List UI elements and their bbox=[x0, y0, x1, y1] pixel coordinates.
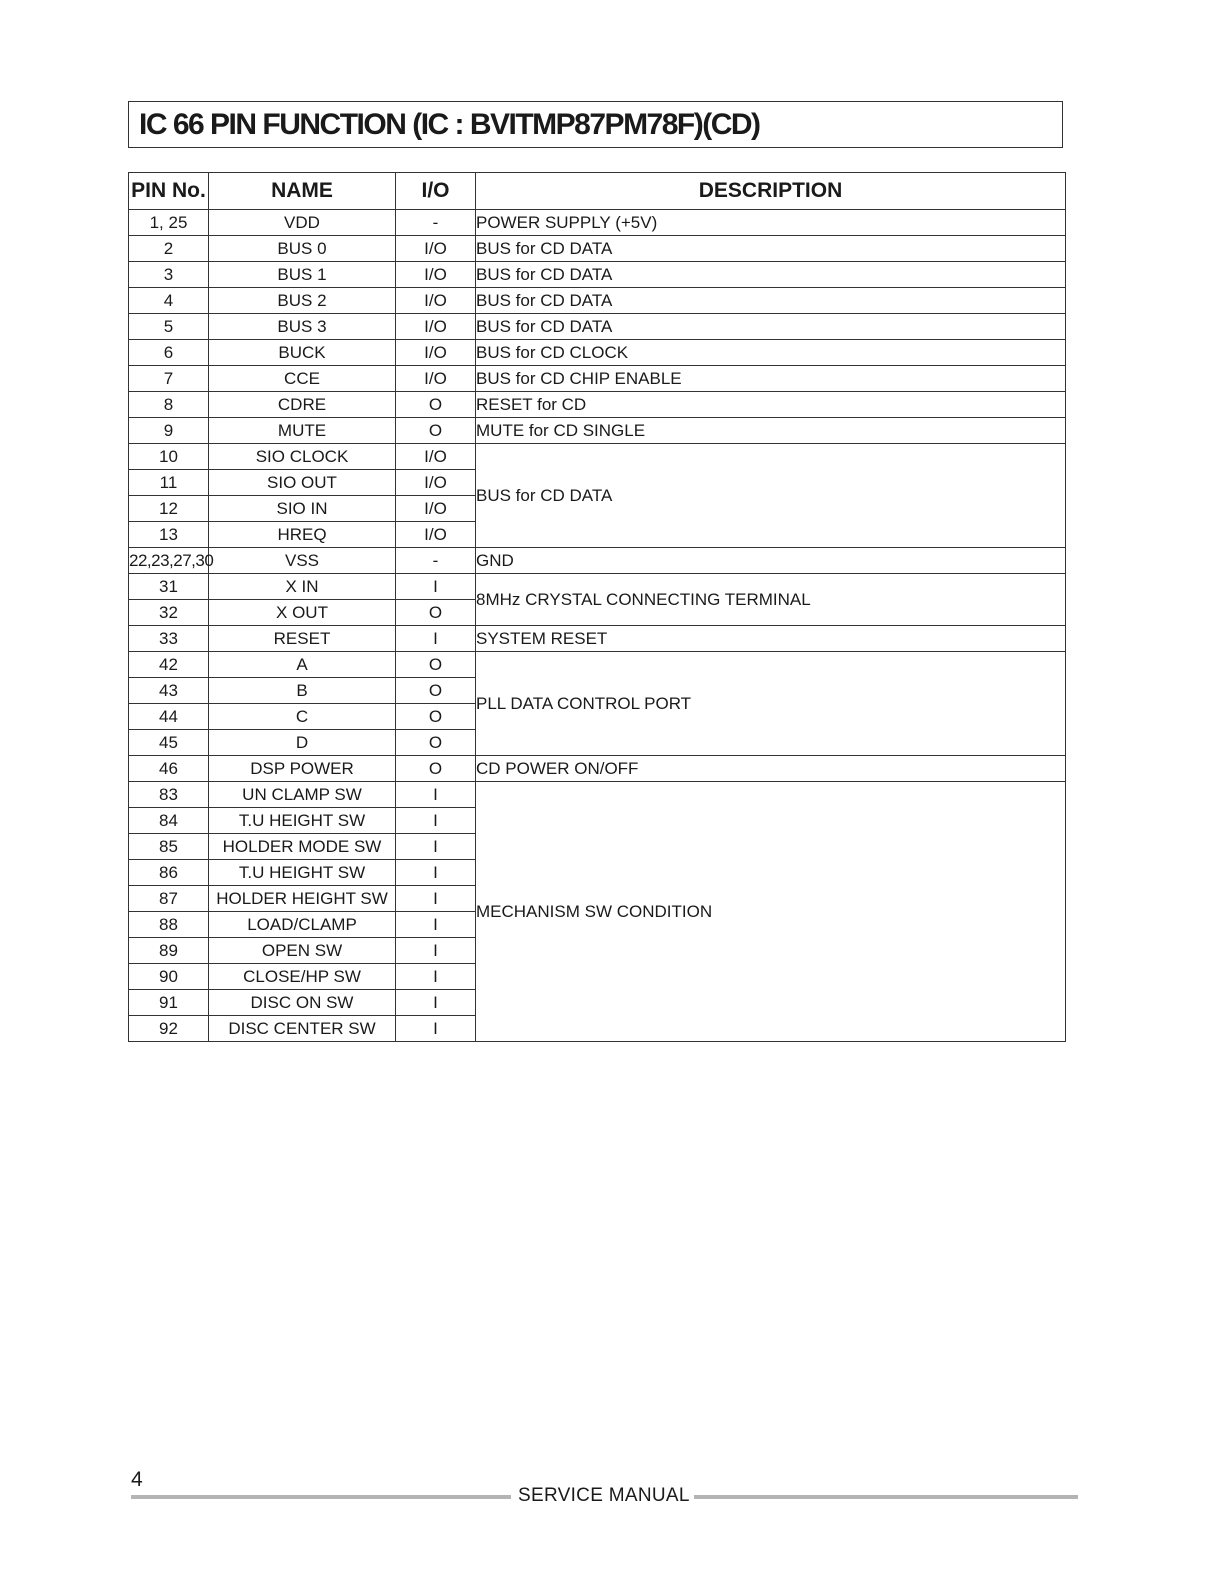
description-cell: 8MHz CRYSTAL CONNECTING TERMINAL bbox=[476, 574, 1066, 626]
io-cell: I/O bbox=[396, 340, 476, 366]
table-row bbox=[129, 652, 1066, 678]
pin-cell: 32 bbox=[129, 600, 209, 626]
name-cell: BUS 0 bbox=[209, 236, 396, 262]
table-row bbox=[129, 418, 1066, 444]
name-cell: LOAD/CLAMP bbox=[209, 912, 396, 938]
pin-cell: 44 bbox=[129, 704, 209, 730]
title-box bbox=[128, 101, 1063, 148]
description-cell: RESET for CD bbox=[476, 392, 1066, 418]
io-cell: O bbox=[396, 730, 476, 756]
footer-rule-left bbox=[131, 1495, 511, 1499]
name-cell: RESET bbox=[209, 626, 396, 652]
table-row bbox=[129, 392, 1066, 418]
table-row bbox=[129, 626, 1066, 652]
name-cell: HOLDER HEIGHT SW bbox=[209, 886, 396, 912]
io-cell: I bbox=[396, 990, 476, 1016]
pin-cell: 4 bbox=[129, 288, 209, 314]
pin-cell: 8 bbox=[129, 392, 209, 418]
io-cell: I bbox=[396, 834, 476, 860]
pin-cell: 43 bbox=[129, 678, 209, 704]
io-cell: I bbox=[396, 886, 476, 912]
description-cell: POWER SUPPLY (+5V) bbox=[476, 210, 1066, 236]
io-cell: I/O bbox=[396, 444, 476, 470]
description-cell: BUS for CD CLOCK bbox=[476, 340, 1066, 366]
pin-cell: 85 bbox=[129, 834, 209, 860]
io-cell: - bbox=[396, 210, 476, 236]
pin-cell: 2 bbox=[129, 236, 209, 262]
name-cell: HREQ bbox=[209, 522, 396, 548]
name-cell: DISC CENTER SW bbox=[209, 1016, 396, 1042]
header-description: DESCRIPTION bbox=[476, 173, 1066, 210]
io-cell: I bbox=[396, 1016, 476, 1042]
page-title: IC 66 PIN FUNCTION (IC : BVITMP87PM78F)(CD) bbox=[139, 108, 760, 141]
description-cell: SYSTEM RESET bbox=[476, 626, 1066, 652]
name-cell: BUS 2 bbox=[209, 288, 396, 314]
description-cell: BUS for CD DATA bbox=[476, 288, 1066, 314]
name-cell: UN CLAMP SW bbox=[209, 782, 396, 808]
pin-cell: 1, 25 bbox=[129, 210, 209, 236]
pin-cell: 83 bbox=[129, 782, 209, 808]
header-io: I/O bbox=[396, 173, 476, 210]
io-cell: I bbox=[396, 808, 476, 834]
table-row bbox=[129, 366, 1066, 392]
name-cell: CCE bbox=[209, 366, 396, 392]
description-cell: MECHANISM SW CONDITION bbox=[476, 782, 1066, 1042]
name-cell: CDRE bbox=[209, 392, 396, 418]
pin-cell: 87 bbox=[129, 886, 209, 912]
io-cell: I/O bbox=[396, 470, 476, 496]
io-cell: I/O bbox=[396, 496, 476, 522]
table-row bbox=[129, 444, 1066, 470]
pin-cell: 6 bbox=[129, 340, 209, 366]
name-cell: BUCK bbox=[209, 340, 396, 366]
pin-cell: 90 bbox=[129, 964, 209, 990]
table-row bbox=[129, 340, 1066, 366]
io-cell: I bbox=[396, 964, 476, 990]
name-cell: SIO CLOCK bbox=[209, 444, 396, 470]
io-cell: O bbox=[396, 418, 476, 444]
description-cell: PLL DATA CONTROL PORT bbox=[476, 652, 1066, 756]
pin-cell: 89 bbox=[129, 938, 209, 964]
pin-cell: 45 bbox=[129, 730, 209, 756]
pin-cell: 10 bbox=[129, 444, 209, 470]
description-cell: MUTE for CD SINGLE bbox=[476, 418, 1066, 444]
name-cell: A bbox=[209, 652, 396, 678]
io-cell: O bbox=[396, 600, 476, 626]
pin-cell: 46 bbox=[129, 756, 209, 782]
table-header-row bbox=[129, 173, 1066, 210]
name-cell: BUS 3 bbox=[209, 314, 396, 340]
table-row bbox=[129, 288, 1066, 314]
table-row bbox=[129, 782, 1066, 808]
table-row bbox=[129, 236, 1066, 262]
pin-cell: 11 bbox=[129, 470, 209, 496]
header-name: NAME bbox=[209, 173, 396, 210]
name-cell: SIO IN bbox=[209, 496, 396, 522]
name-cell: MUTE bbox=[209, 418, 396, 444]
table-row bbox=[129, 314, 1066, 340]
pin-cell: 91 bbox=[129, 990, 209, 1016]
io-cell: I bbox=[396, 860, 476, 886]
io-cell: O bbox=[396, 756, 476, 782]
name-cell: C bbox=[209, 704, 396, 730]
name-cell: T.U HEIGHT SW bbox=[209, 808, 396, 834]
io-cell: I/O bbox=[396, 522, 476, 548]
io-cell: I bbox=[396, 574, 476, 600]
name-cell: X OUT bbox=[209, 600, 396, 626]
io-cell: I/O bbox=[396, 236, 476, 262]
name-cell: BUS 1 bbox=[209, 262, 396, 288]
io-cell: I/O bbox=[396, 262, 476, 288]
name-cell: HOLDER MODE SW bbox=[209, 834, 396, 860]
pin-cell: 13 bbox=[129, 522, 209, 548]
name-cell: VDD bbox=[209, 210, 396, 236]
table-row bbox=[129, 210, 1066, 236]
table-row bbox=[129, 574, 1066, 600]
pin-cell: 31 bbox=[129, 574, 209, 600]
description-cell: GND bbox=[476, 548, 1066, 574]
pin-cell: 33 bbox=[129, 626, 209, 652]
page-number: 4 bbox=[131, 1468, 143, 1491]
description-cell: CD POWER ON/OFF bbox=[476, 756, 1066, 782]
pin-cell: 92 bbox=[129, 1016, 209, 1042]
io-cell: O bbox=[396, 392, 476, 418]
name-cell: OPEN SW bbox=[209, 938, 396, 964]
description-cell: BUS for CD DATA bbox=[476, 444, 1066, 548]
pin-cell: 7 bbox=[129, 366, 209, 392]
pin-cell: 5 bbox=[129, 314, 209, 340]
io-cell: O bbox=[396, 652, 476, 678]
description-cell: BUS for CD DATA bbox=[476, 314, 1066, 340]
description-cell: BUS for CD DATA bbox=[476, 236, 1066, 262]
io-cell: I/O bbox=[396, 366, 476, 392]
footer-rule-right bbox=[694, 1495, 1078, 1499]
pin-cell: 88 bbox=[129, 912, 209, 938]
name-cell: B bbox=[209, 678, 396, 704]
name-cell: X IN bbox=[209, 574, 396, 600]
pin-cell: 22,23,27,30 bbox=[129, 548, 209, 574]
pin-cell: 86 bbox=[129, 860, 209, 886]
table-row bbox=[129, 548, 1066, 574]
table-row bbox=[129, 262, 1066, 288]
io-cell: I bbox=[396, 912, 476, 938]
name-cell: T.U HEIGHT SW bbox=[209, 860, 396, 886]
table-row bbox=[129, 756, 1066, 782]
io-cell: O bbox=[396, 678, 476, 704]
pin-cell: 9 bbox=[129, 418, 209, 444]
io-cell: O bbox=[396, 704, 476, 730]
name-cell: DISC ON SW bbox=[209, 990, 396, 1016]
io-cell: I bbox=[396, 626, 476, 652]
name-cell: CLOSE/HP SW bbox=[209, 964, 396, 990]
name-cell: D bbox=[209, 730, 396, 756]
io-cell: I bbox=[396, 938, 476, 964]
description-cell: BUS for CD DATA bbox=[476, 262, 1066, 288]
pin-cell: 84 bbox=[129, 808, 209, 834]
header-pin: PIN No. bbox=[129, 173, 209, 210]
io-cell: I bbox=[396, 782, 476, 808]
description-cell: BUS for CD CHIP ENABLE bbox=[476, 366, 1066, 392]
pin-cell: 3 bbox=[129, 262, 209, 288]
footer-label: SERVICE MANUAL bbox=[518, 1485, 690, 1506]
name-cell: SIO OUT bbox=[209, 470, 396, 496]
name-cell: DSP POWER bbox=[209, 756, 396, 782]
pin-function-table bbox=[128, 172, 1066, 1042]
io-cell: I/O bbox=[396, 314, 476, 340]
name-cell: VSS bbox=[209, 548, 396, 574]
io-cell: - bbox=[396, 548, 476, 574]
pin-cell: 42 bbox=[129, 652, 209, 678]
pin-cell: 12 bbox=[129, 496, 209, 522]
io-cell: I/O bbox=[396, 288, 476, 314]
